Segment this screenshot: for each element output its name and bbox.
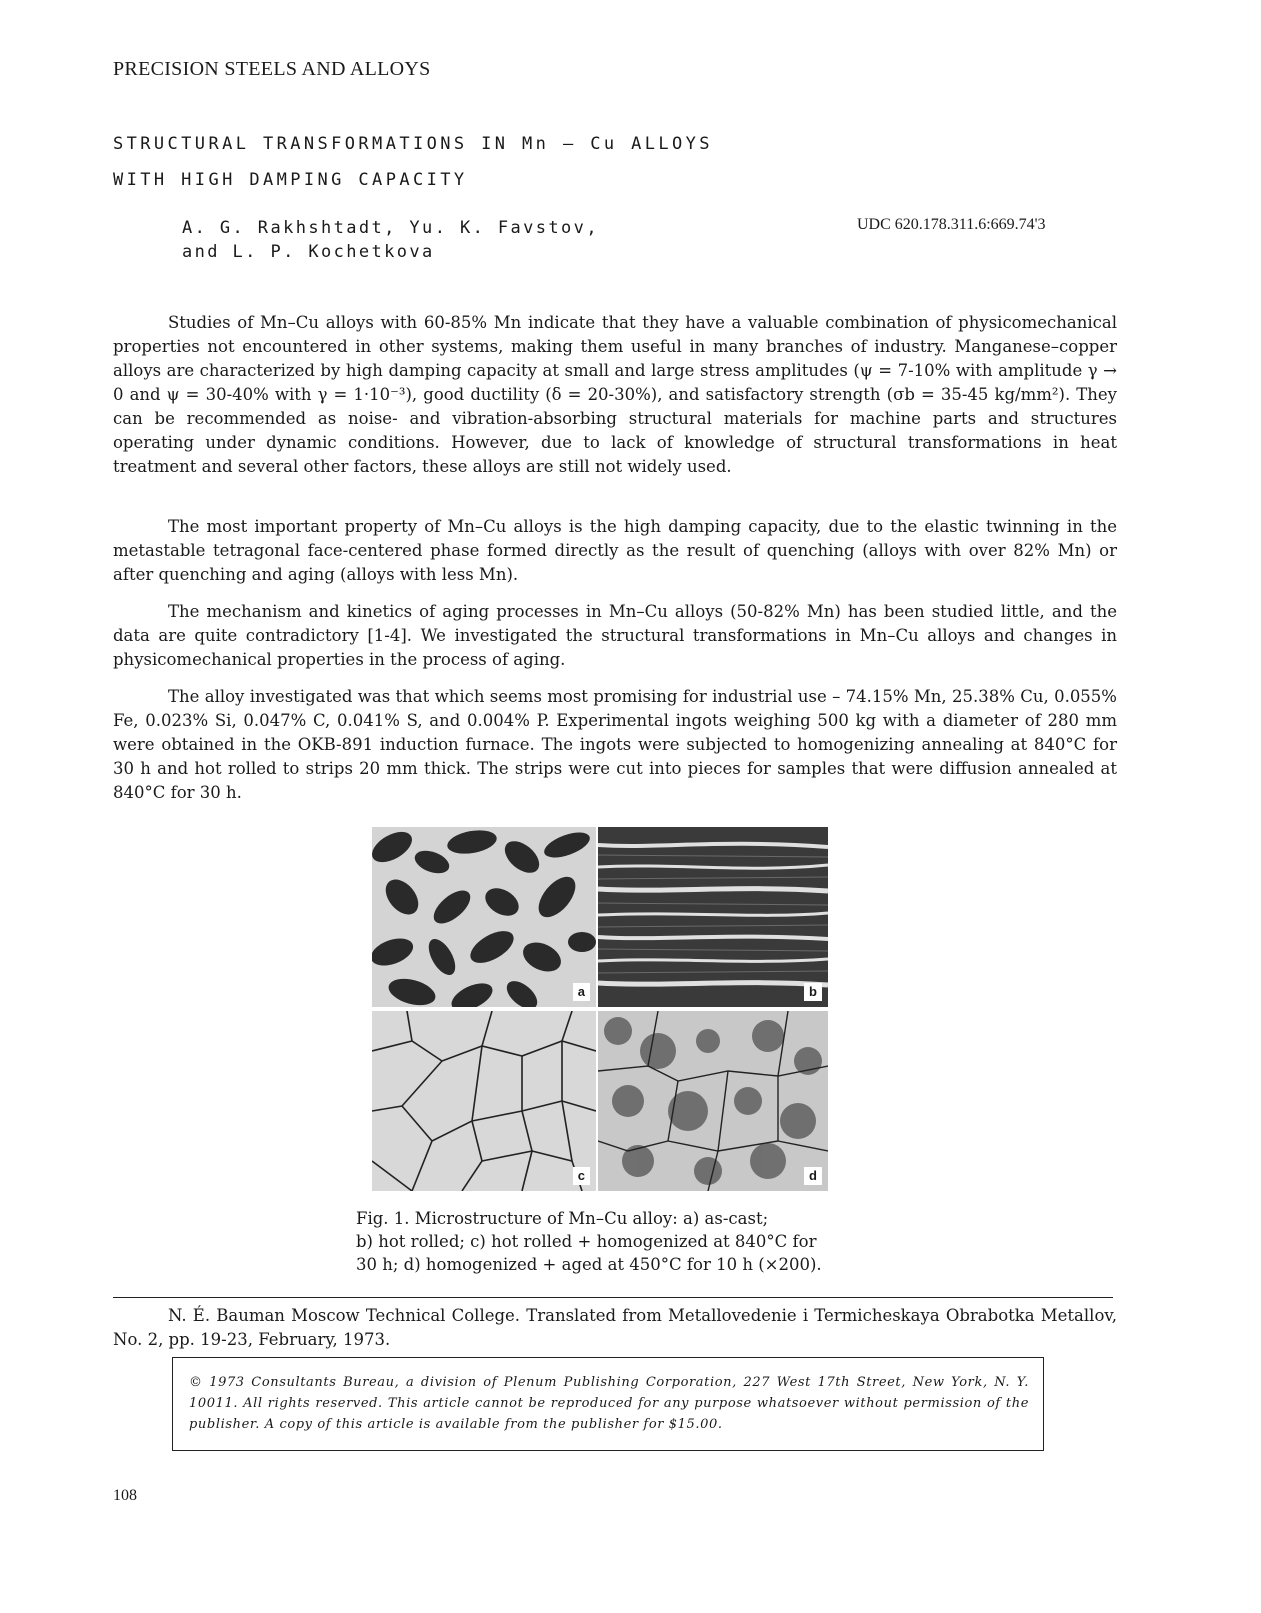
micrograph-panel-c	[372, 1011, 596, 1191]
panel-label-c: c	[573, 1167, 590, 1185]
article-title-line-2: WITH HIGH DAMPING CAPACITY	[113, 170, 468, 190]
micrograph-d-image	[598, 1011, 828, 1191]
caption-line-2: b) hot rolled; c) hot rolled + homogenized at 840°C for	[356, 1232, 817, 1251]
page-number: 108	[113, 1487, 137, 1504]
body-text	[113, 311, 1117, 479]
section-heading: PRECISION STEELS AND ALLOYS	[113, 58, 431, 80]
copyright-text: © 1973 Consultants Bureau, a division of Plenum Publishing Corporation, 227 West 17th Street, New York, N. Y. 10011. All rights reserved. This article cannot be reproduced for any purpose whatsoever without permission of the publisher. A copy of this article is available from the publisher for $15.00.	[189, 1375, 1029, 1432]
panel-label-a: a	[573, 983, 590, 1001]
paragraph-3: The mechanism and kinetics of aging processes in Mn–Cu alloys (50-82% Mn) has been studied little, and the data are quite contradictory [1-4]. We investigated the structural transformations in Mn–Cu alloys and changes in physicomechanical properties in the process of aging.	[113, 602, 1117, 669]
footnote-rule	[113, 1297, 1113, 1298]
figure-caption	[356, 1207, 876, 1276]
paragraph-1: Studies of Mn–Cu alloys with 60-85% Mn indicate that they have a valuable combination of physicomechanical properties not encountered in other systems, making them useful in many branches of industry. Manganese–copper alloys are characterized by high damping capacity at small and large stress amplitudes (ψ = 7-10% with amplitude γ → 0 and ψ = 30-40% with γ = 1·10⁻³), good ductility (δ = 20-30%), and satisfactory strength (σb = 35-45 kg/mm²). They can be recommended as noise- and vibration-absorbing structural materials for machine parts and structures operating under dynamic conditions. However, due to lack of knowledge of structural transformations in heat treatment and several other factors, these alloys are still not widely used.	[113, 313, 1117, 476]
micrograph-panel-a	[372, 827, 596, 1007]
footnote-text: N. É. Bauman Moscow Technical College. Translated from Metallovedenie i Termicheskaya Obrabotka Metallov, No. 2, pp. 19-23, February, 1973.	[113, 1306, 1117, 1349]
micrograph-c-image	[372, 1011, 596, 1191]
paragraph-4: The alloy investigated was that which seems most promising for industrial use – 74.15% Mn, 25.38% Cu, 0.055% Fe, 0.023% Si, 0.047% C, 0.041% S, and 0.004% P. Experimental ingots weighing 500 kg with a diameter of 280 mm were obtained in the OKB-891 induction furnace. The ingots were subjected to homogenizing annealing at 840°C for 30 h and hot rolled to strips 20 mm thick. The strips were cut into pieces for samples that were diffusion annealed at 840°C for 30 h.	[113, 687, 1117, 802]
micrograph-figure	[372, 827, 828, 1191]
article-title-line-1: STRUCTURAL TRANSFORMATIONS IN Mn – Cu ALLOYS	[113, 134, 713, 154]
footnote	[113, 1304, 1117, 1352]
caption-line-1: Fig. 1. Microstructure of Mn–Cu alloy: a) as-cast;	[356, 1209, 769, 1228]
panel-label-d: d	[804, 1167, 822, 1185]
caption-line-3: 30 h; d) homogenized + aged at 450°C for 10 h (×200).	[356, 1255, 822, 1274]
udc-code: UDC 620.178.311.6:669.74'3	[857, 216, 1046, 233]
micrograph-b-image	[598, 827, 828, 1007]
copyright-box	[172, 1357, 1044, 1451]
micrograph-panel-d	[598, 1011, 828, 1191]
authors-line-1: A. G. Rakhshtadt, Yu. K. Favstov,	[182, 218, 599, 238]
body-text-4	[113, 685, 1117, 805]
body-text-3	[113, 600, 1117, 672]
paragraph-2: The most important property of Mn–Cu alloys is the high damping capacity, due to the elastic twinning in the metastable tetragonal face-centered phase formed directly as the result of quenching (alloys with over 82% Mn) or after quenching and aging (alloys with less Mn).	[113, 517, 1117, 584]
authors	[182, 216, 599, 264]
authors-line-2: and L. P. Kochetkova	[182, 242, 435, 262]
micrograph-a-image	[372, 827, 596, 1007]
body-text-2	[113, 515, 1117, 587]
micrograph-panel-b	[598, 827, 828, 1007]
panel-label-b: b	[804, 983, 822, 1001]
